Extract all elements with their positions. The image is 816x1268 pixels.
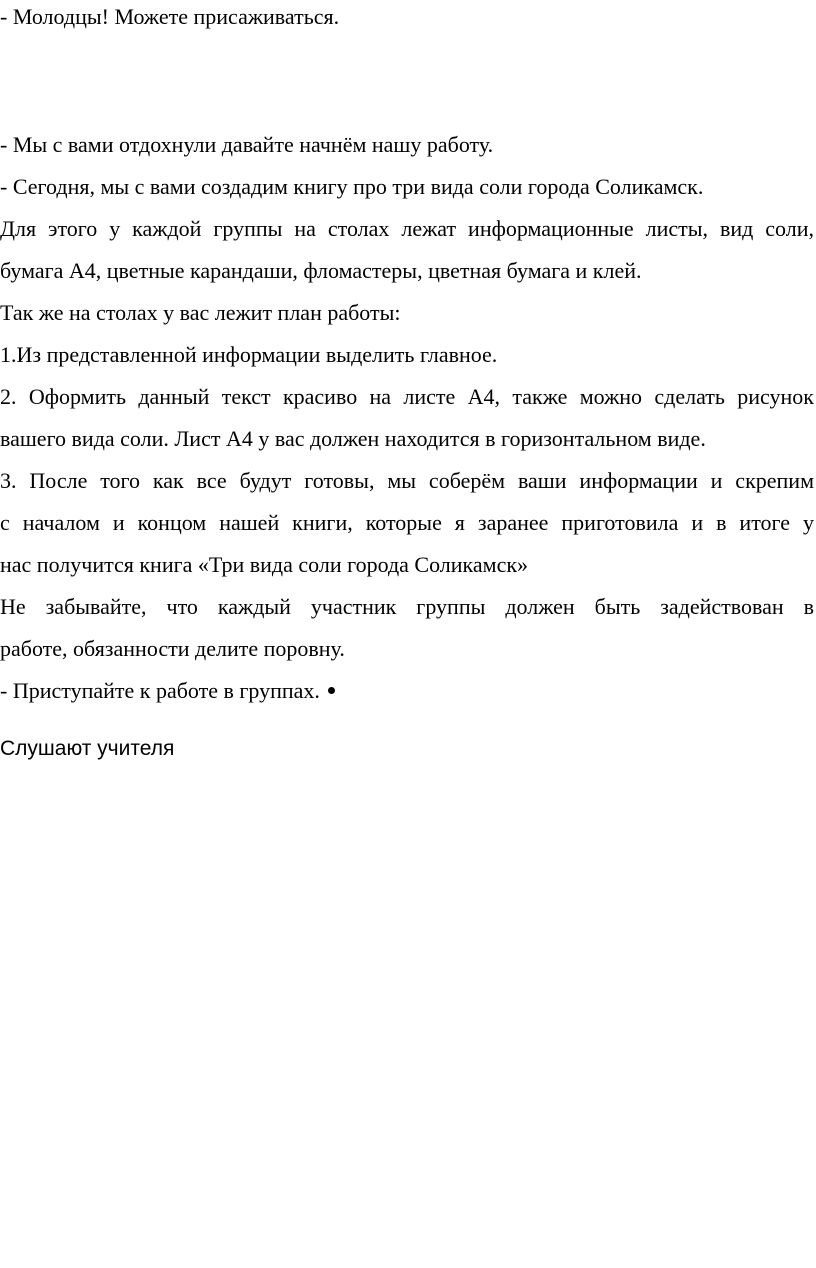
- text-line-1: - Молодцы! Можете присаживаться.: [0, 4, 340, 29]
- bullet-dot-icon: [328, 687, 335, 694]
- text-line-5: бумага А4, цветные карандаши, фломастеры, цветная бумага и клей.: [0, 258, 642, 283]
- text-line-14: работе, обязанности делите поровну.: [0, 636, 345, 661]
- student-action-text: Слушают учителя: [0, 737, 175, 760]
- text-line-2: - Мы с вами отдохнули давайте начнём нашу работу.: [0, 132, 494, 157]
- text-line-13: Не забывайте, что каждый участник группы должен быть задействован в: [0, 594, 814, 619]
- text-line-3: - Сегодня, мы с вами создадим книгу про три вида соли города Соликамск.: [0, 174, 704, 199]
- text-line-11: с началом и концом нашей книги, которые я заранее приготовила и в итоге у: [0, 510, 814, 535]
- text-line-4: Для этого у каждой группы на столах лежат информационные листы, вид соли,: [0, 216, 814, 241]
- text-line-7: 1.Из представленной информации выделить главное.: [0, 342, 498, 367]
- text-line-15-content: - Приступайте к работе в группах.: [0, 678, 320, 703]
- text-line-6: Так же на столах у вас лежит план работы:: [0, 300, 401, 325]
- text-line-10: 3. После того как все будут готовы, мы соберём ваши информации и скрепим: [0, 468, 814, 493]
- text-line-15: [0, 678, 335, 704]
- text-line-8: 2. Оформить данный текст красиво на листе А4, также можно сделать рисунок: [0, 384, 814, 409]
- text-line-9: вашего вида соли. Лист А4 у вас должен находится в горизонтальном виде.: [0, 426, 706, 451]
- text-line-12: нас получится книга «Три вида соли города Соликамск»: [0, 552, 529, 577]
